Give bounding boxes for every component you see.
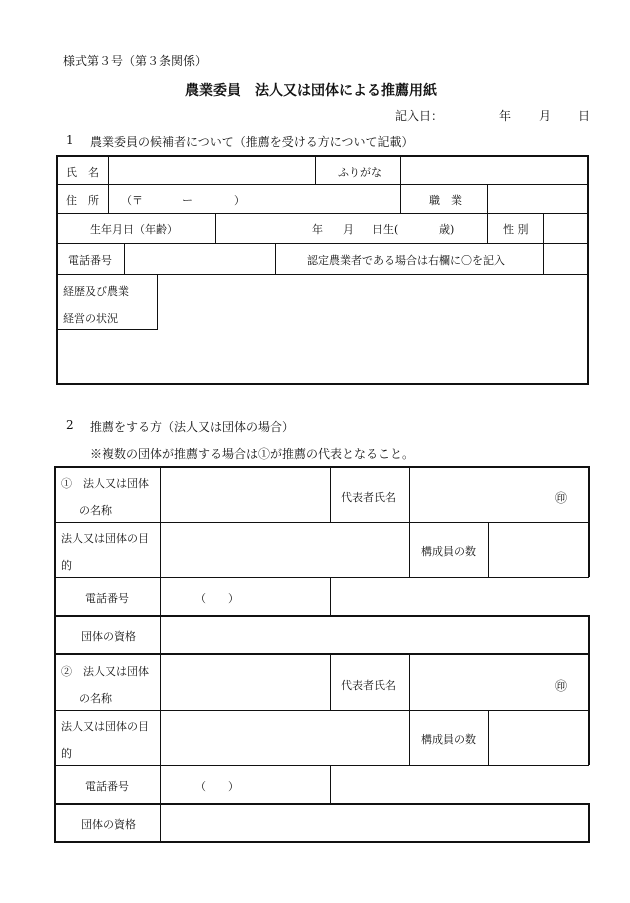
org1-members-label: 構成員の数 [421,545,476,558]
org2-qualification-label: 団体の資格 [81,818,136,831]
phone-label: 電話番号 [68,254,112,267]
org2-seal-icon: ㊞ [555,679,568,693]
address-postal-close: ） [234,194,245,207]
org1-purpose-label-line1: 法人又は団体の目 [61,532,149,545]
org2-members-label: 構成員の数 [421,733,476,746]
certified-farmer-note: 認定農業者である場合は右欄に〇を記入 [307,254,505,267]
birth-age-label: 歳) [439,223,455,236]
career-field[interactable] [159,276,586,382]
org2-name-label-line1: ② 法人又は団体 [61,665,149,678]
form-number: 様式第３号（第３条関係） [63,54,208,68]
org2-phone-field[interactable] [162,766,329,803]
org2-name-label-line2: の名称 [79,692,112,705]
org1-name-label-line2: の名称 [79,504,112,517]
career-label-line2: 経営の状況 [63,312,118,325]
birth-label: 生年月日（年齢） [90,223,178,236]
org1-name-label-line1: ① 法人又は団体 [61,477,149,490]
section2-number: 2 [66,418,74,432]
certified-farmer-mark-field[interactable] [545,244,586,273]
address-postal-dash: ー [182,194,193,207]
name-label-char1: 氏 [66,166,77,179]
org1-members-field[interactable] [490,523,587,576]
org1-phone-label: 電話番号 [85,592,129,605]
name-label-char2: 名 [88,166,99,179]
org2-purpose-label-line1: 法人又は団体の目 [61,720,149,733]
birth-day-label: 日生( [372,223,399,236]
org1-purpose-field[interactable] [162,523,408,576]
form-title: 農業委員 法人又は団体による推薦用紙 [185,83,437,99]
org1-qualification-label: 団体の資格 [81,630,136,643]
date-year-label: 年 [499,109,512,123]
org1-seal-icon: ㊞ [555,491,568,505]
address-postal-mark: （〒 [121,194,143,207]
candidate-phone-field[interactable] [126,244,274,273]
date-label: 記入日： [395,109,444,123]
career-label-line1: 経歴及び農業 [63,285,129,298]
org2-qualification-field[interactable] [162,805,587,841]
occupation-label: 職 業 [429,194,462,207]
candidate-name-field[interactable] [110,157,314,183]
address-label-char2: 所 [88,194,99,207]
section1-number: 1 [66,133,74,147]
date-month-label: 月 [539,109,552,123]
gender-field[interactable] [545,214,586,242]
org2-name-field[interactable] [162,656,329,709]
furigana-field[interactable] [402,157,586,183]
org1-rep-label: 代表者氏名 [341,491,396,504]
gender-label: 性 別 [503,223,529,236]
org2-phone-label: 電話番号 [85,780,129,793]
address-field[interactable] [110,185,399,212]
section2-note: ※複数の団体が推薦する場合は①が推薦の代表となること。 [90,447,415,461]
org2-purpose-field[interactable] [162,711,408,764]
section2-heading: 推薦をする方（法人又は団体の場合） [90,420,295,434]
org1-phone-field[interactable] [162,578,329,615]
furigana-label: ふりがな [338,166,382,179]
section1-heading: 農業委員の候補者について（推薦を受ける方について記載） [90,135,414,149]
org1-qualification-field[interactable] [162,617,587,653]
birth-year-label: 年 [312,223,323,236]
date-input[interactable] [445,104,585,124]
birth-month-label: 月 [343,223,354,236]
org2-rep-label: 代表者氏名 [341,679,396,692]
address-label-char1: 住 [66,194,77,207]
date-day-label: 日 [578,109,591,123]
org1-phone-paren: （ ） [195,592,239,605]
occupation-field[interactable] [489,185,586,212]
org1-purpose-label-line2: 的 [61,559,72,572]
org2-phone-paren: （ ） [195,780,239,793]
org2-members-field[interactable] [490,711,587,764]
org2-purpose-label-line2: 的 [61,747,72,760]
org1-name-field[interactable] [162,468,329,521]
